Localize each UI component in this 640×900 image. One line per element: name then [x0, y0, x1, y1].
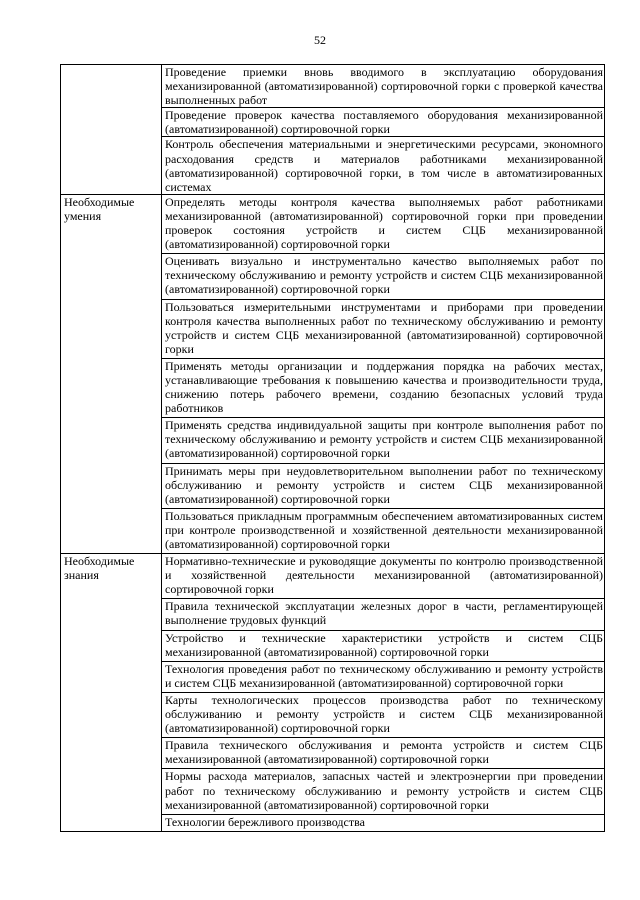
- page-number: 52: [314, 33, 326, 47]
- table-cell-text: Нормы расхода материалов, запасных частей и электроэнергии при проведении работ по техническому обслуживанию и ремонту устройств и систем СЦБ механизированной (автоматизированной) сортировочной горки: [162, 769, 605, 814]
- table-cell-text: Нормативно-технические и руководящие документы по контролю производственной и хозяйственной деятельности механизированной (автоматизированной) сортировочной горки: [162, 554, 605, 599]
- table-cell-text: Пользоваться прикладным программным обеспечением автоматизированных систем при контроле производственной и хозяйственной деятельности механизированной (автоматизированной) сортировочной горки: [162, 508, 605, 553]
- table-cell-text: Технология проведения работ по техническому обслуживанию и ремонту устройств и систем СЦБ механизированной (автоматизированной) сортировочной горки: [162, 661, 605, 692]
- category-cell-skills: Необходимые умения: [61, 194, 162, 553]
- table-cell-text: Правила технического обслуживания и ремонта устройств и систем СЦБ механизированной (автоматизированной) сортировочной горки: [162, 738, 605, 769]
- table-cell-text: Технологии бережливого производства: [162, 814, 605, 831]
- table-row: [61, 554, 605, 599]
- table-cell-text: Оценивать визуально и инструментально качество выполняемых работ по техническому обслуживанию и ремонту устройств и систем СЦБ механизированной (автоматизированной) сортировочной горки: [162, 254, 605, 299]
- table-cell-text: Правила технической эксплуатации железных дорог в части, регламентирующей выполнение трудовых функций: [162, 599, 605, 630]
- table-cell-text: Проведение приемки вновь вводимого в эксплуатацию оборудования механизированной (автоматизированной) сортировочной горки с проверкой качества выполненных работ: [162, 65, 605, 108]
- table-cell-text: Контроль обеспечения материальными и энергетическими ресурсами, экономного расходования средств и материалов работниками механизированной (автоматизированной) сортировочной горки, в том числе в автоматизированных системах: [162, 137, 605, 194]
- category-cell-knowledge: Необходимые знания: [61, 554, 162, 832]
- table-row: [61, 194, 605, 253]
- table-cell-text: Устройство и технические характеристики устройств и систем СЦБ механизированной (автоматизированной) сортировочной горки: [162, 630, 605, 661]
- table-cell-text: Определять методы контроля качества выполняемых работ работниками механизированной (автоматизированной) сортировочной горки при проведении проверок состояния устройств и систем СЦБ механизированной (автоматизированной) сортировочной горки: [162, 194, 605, 253]
- table-cell-text: Применять средства индивидуальной защиты при контроле выполнения работ по техническому обслуживанию и ремонту устройств и систем СЦБ механизированной (автоматизированной) сортировочной горки: [162, 418, 605, 463]
- table-cell-text: Принимать меры при неудовлетворительном выполнении работ по техническому обслуживанию и ремонту устройств и систем СЦБ механизированной (автоматизированной) сортировочной горки: [162, 463, 605, 508]
- table-row: [61, 65, 605, 108]
- table-cell-text: Применять методы организации и поддержания порядка на рабочих местах, устанавливающие требования к повышению качества и производительности труда, снижению потерь рабочего времени, созданию безопасных условий труда работников: [162, 358, 605, 417]
- table-cell-text: Карты технологических процессов производства работ по техническому обслуживанию и ремонту устройств и систем СЦБ механизированной (автоматизированной) сортировочной горки: [162, 692, 605, 737]
- table-cell-text: Пользоваться измерительными инструментами и приборами при проведении контроля качества выполненных работ по техническому обслуживанию и ремонту устройств и систем СЦБ механизированной (автоматизированной) сортировочной горки: [162, 299, 605, 358]
- category-cell-continued: [61, 65, 162, 195]
- requirements-table: [60, 64, 605, 832]
- table-cell-text: Проведение проверок качества поставляемого оборудования механизированной (автоматизированной) сортировочной горки: [162, 108, 605, 137]
